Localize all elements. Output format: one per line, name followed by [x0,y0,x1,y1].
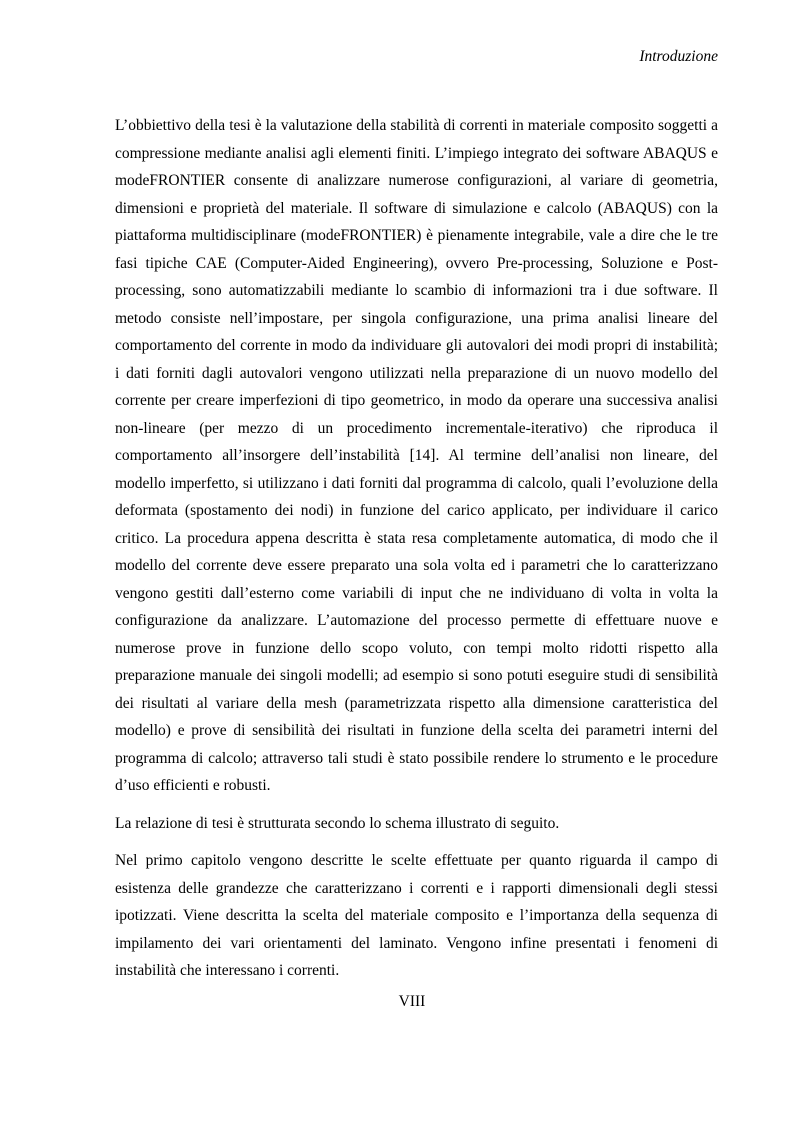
running-header: Introduzione [639,48,718,65]
paragraph-structure: La relazione di tesi è strutturata secondo lo schema illustrato di seguito. [115,814,560,832]
paragraph-first-chapter: Nel primo capitolo vengono descritte le scelte effettuate per quanto riguarda il campo di esistenza delle grandezze che caratterizzano i correnti e i rapporti dimensionali degli stessi ipotizzati. Viene descritta la scelta del materiale composito e l’importanza della sequenza di impilamento dei vari orientamenti del laminato. Vengono infine presentati i fenomeni di instabilità che interessano i correnti. [115,852,718,979]
body-text [115,112,718,985]
page-number: VIII [398,993,426,1010]
paragraph-objective: L’obbiettivo della tesi è la valutazione della stabilità di correnti in materiale composito soggetti a compressione mediante analisi agli elementi finiti. L’impiego integrato dei software ABAQUS e modeFRONTIER consente di analizzare numerose configurazioni, al variare di geometria, dimensioni e proprietà del materiale. Il software di simulazione e calcolo (ABAQUS) con la piattaforma multidisciplinare (modeFRONTIER) è pienamente integrabile, vale a dire che le tre fasi tipiche CAE (Computer-Aided Engineering), ovvero Pre-processing, Soluzione e Post-processing, sono automatizzabili mediante lo scambio di informazioni tra i due software. Il metodo consiste nell’impostare, per singola configurazione, una prima analisi lineare del comportamento del corrente in modo da individuare gli autovalori dei modi propri di instabilità; i dati forniti dagli autovalori vengono utilizzati nella preparazione di un nuovo modello del corrente per creare imperfezioni di tipo geometrico, in modo da operare una successiva analisi non-lineare (per mezzo di un procedimento incrementale-iterativo) che riproduca il comportamento all’insorgere dell’instabilità [14]. Al termine dell’analisi non lineare, del modello imperfetto, si utilizzano i dati forniti dal programma di calcolo, quali l’evoluzione della deformata (spostamento dei nodi) in funzione del carico applicato, per individuare il carico critico. La procedura appena descritta è stata resa completamente automatica, di modo che il modello del corrente deve essere preparato una sola volta ed i parametri che lo caratterizzano vengono gestiti dall’esterno come variabili di input che ne individuano di volta in volta la configurazione da analizzare. L’automazione del processo permette di effettuare nuove e numerose prove in funzione dello scopo voluto, con tempi molto ridotti rispetto alla preparazione manuale dei singoli modelli; ad esempio si sono potuti eseguire studi di sensibilità dei risultati al variare della mesh (parametrizzata rispetto alla dimensione caratteristica del modello) e prove di sensibilità dei risultati in funzione della scelta dei parametri interni del programma di calcolo; attraverso tali studi è stato possibile rendere lo strumento e le procedure d’uso efficienti e robusti. [115,117,718,794]
